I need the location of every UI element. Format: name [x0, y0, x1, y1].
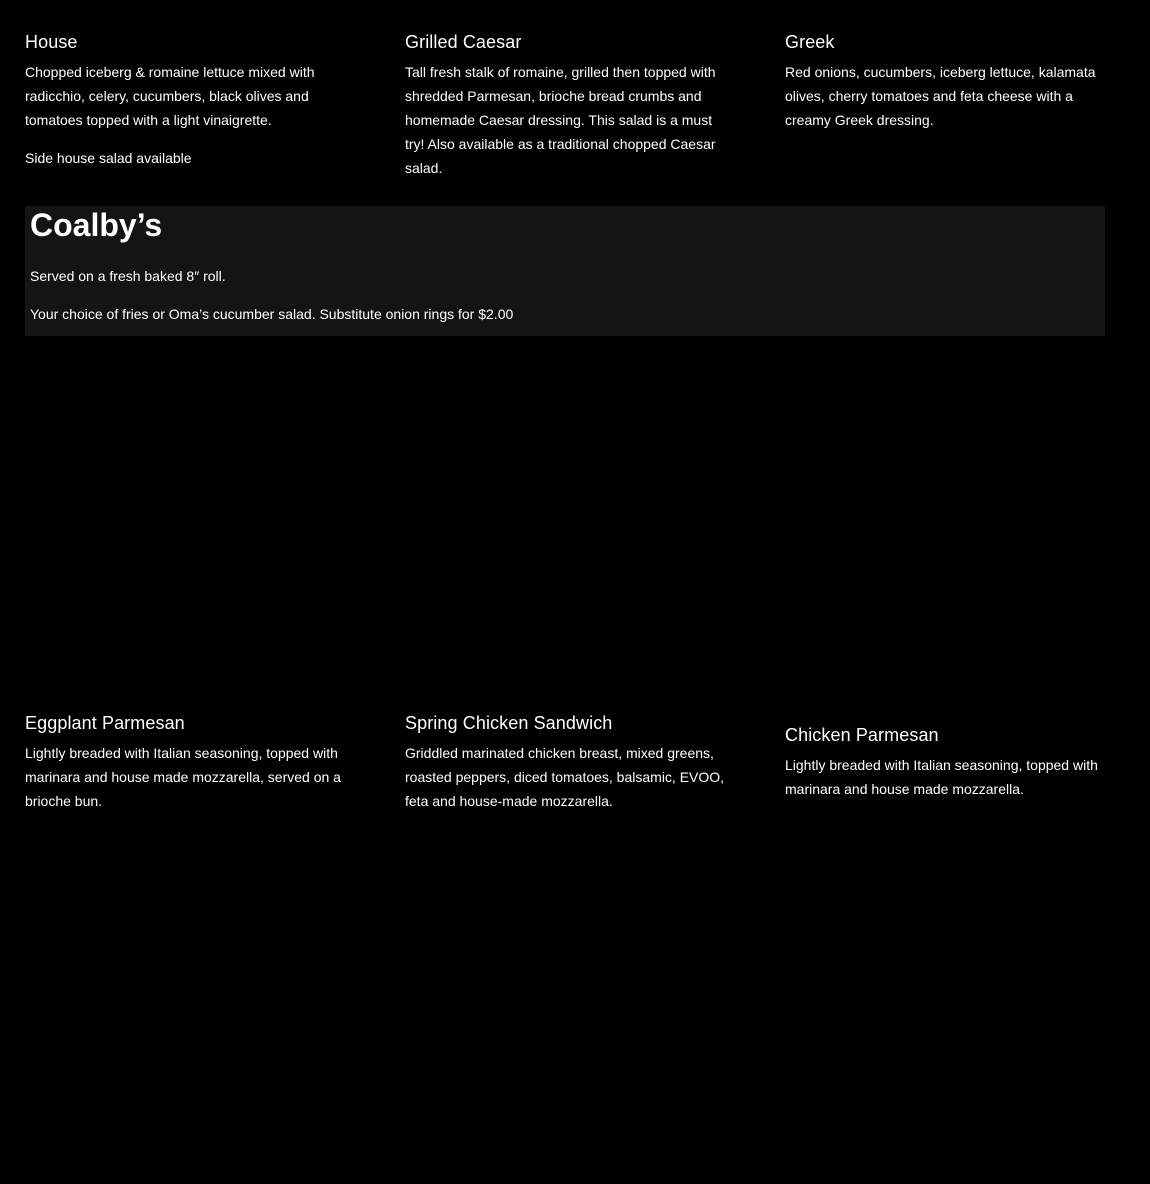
menu-item-spring-chicken-sandwich	[405, 711, 730, 813]
menu-item-greek	[785, 30, 1105, 132]
menu-item-house	[25, 30, 355, 170]
item-title: House	[25, 32, 78, 52]
item-title: Grilled Caesar	[405, 32, 522, 52]
menu-item-eggplant-parmesan	[25, 711, 360, 813]
item-description: Chopped iceberg & romaine lettuce mixed with radicchio, celery, cucumbers, black olives and tomatoes topped with a light vinaigrette.	[25, 64, 315, 128]
item-title: Chicken Parmesan	[785, 725, 939, 745]
section-side-note: Your choice of fries or Oma’s cucumber salad. Substitute onion rings for $2.00	[30, 306, 514, 322]
item-description: Griddled marinated chicken breast, mixed greens, roasted peppers, diced tomatoes, balsamic, EVOO, feta and house-made mozzarella.	[405, 745, 725, 809]
section-subtitle: Served on a fresh baked 8″ roll.	[30, 268, 226, 284]
item-description: Red onions, cucumbers, iceberg lettuce, kalamata olives, cherry tomatoes and feta cheese with a creamy Greek dressing.	[785, 64, 1096, 128]
section-title: Coalby’s	[30, 207, 163, 243]
item-title: Spring Chicken Sandwich	[405, 713, 613, 733]
item-note: Side house salad available	[25, 150, 192, 166]
item-title: Greek	[785, 32, 835, 52]
menu-item-grilled-caesar	[405, 30, 730, 180]
section-header-coalbys	[25, 206, 1105, 336]
item-description: Lightly breaded with Italian seasoning, topped with marinara and house made mozzarella, served on a brioche bun.	[25, 745, 341, 809]
item-title: Eggplant Parmesan	[25, 713, 185, 733]
item-description: Tall fresh stalk of romaine, grilled then topped with shredded Parmesan, brioche bread crumbs and homemade Caesar dressing. This salad is a must try! Also available as a traditional chopped Caesar salad.	[405, 64, 716, 176]
item-description: Lightly breaded with Italian seasoning, topped with marinara and house made mozzarella.	[785, 757, 1098, 797]
menu-item-chicken-parmesan	[785, 723, 1110, 801]
